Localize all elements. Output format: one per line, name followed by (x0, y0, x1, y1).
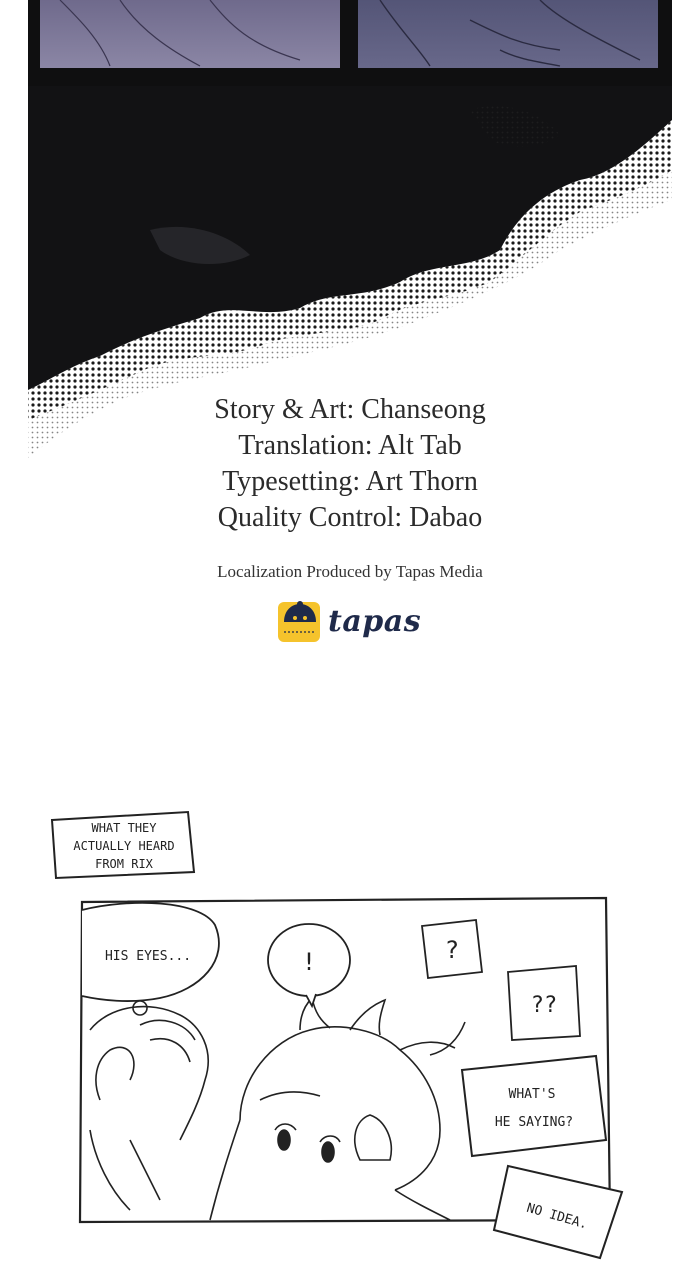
bubble-question-text: ? (444, 936, 460, 964)
bubble-question (422, 920, 482, 978)
localization-note: Localization Produced by Tapas Media (217, 562, 483, 581)
caption-line-3: FROM RIX (95, 857, 153, 871)
bubble-whats-he-saying (462, 1056, 606, 1156)
caption-line-1: WHAT THEY (91, 821, 157, 835)
bonus-comic (0, 800, 700, 1270)
bubble-double-question (508, 966, 580, 1040)
bubble-exclaim-text: ! (301, 948, 317, 976)
bubble-double-question-text: ?? (530, 993, 558, 1018)
credit-translation: Translation: Alt Tab (238, 430, 462, 461)
tapas-logo (276, 598, 421, 644)
bubble-whats-line-1: WHAT'S (508, 1087, 556, 1102)
bubble-no-idea-text: NO IDEA. (524, 1200, 590, 1233)
caption-box (52, 812, 194, 878)
credits-block (0, 392, 700, 536)
tapas-wordmark: tapas (328, 603, 422, 639)
credit-quality-control: Quality Control: Dabao (217, 502, 483, 533)
panel-left (40, 0, 340, 68)
tapas-mascot-icon (276, 598, 322, 644)
caption-line-2: ACTUALLY HEARD (73, 839, 175, 853)
credit-typesetting: Typesetting: Art Thorn (222, 466, 478, 497)
credit-story-art: Story & Art: Chanseong (214, 394, 486, 425)
bubble-whats-line-2: HE SAYING? (494, 1115, 574, 1130)
bubble-his-eyes-text: HIS EYES... (104, 949, 192, 964)
panel-right (358, 0, 658, 68)
